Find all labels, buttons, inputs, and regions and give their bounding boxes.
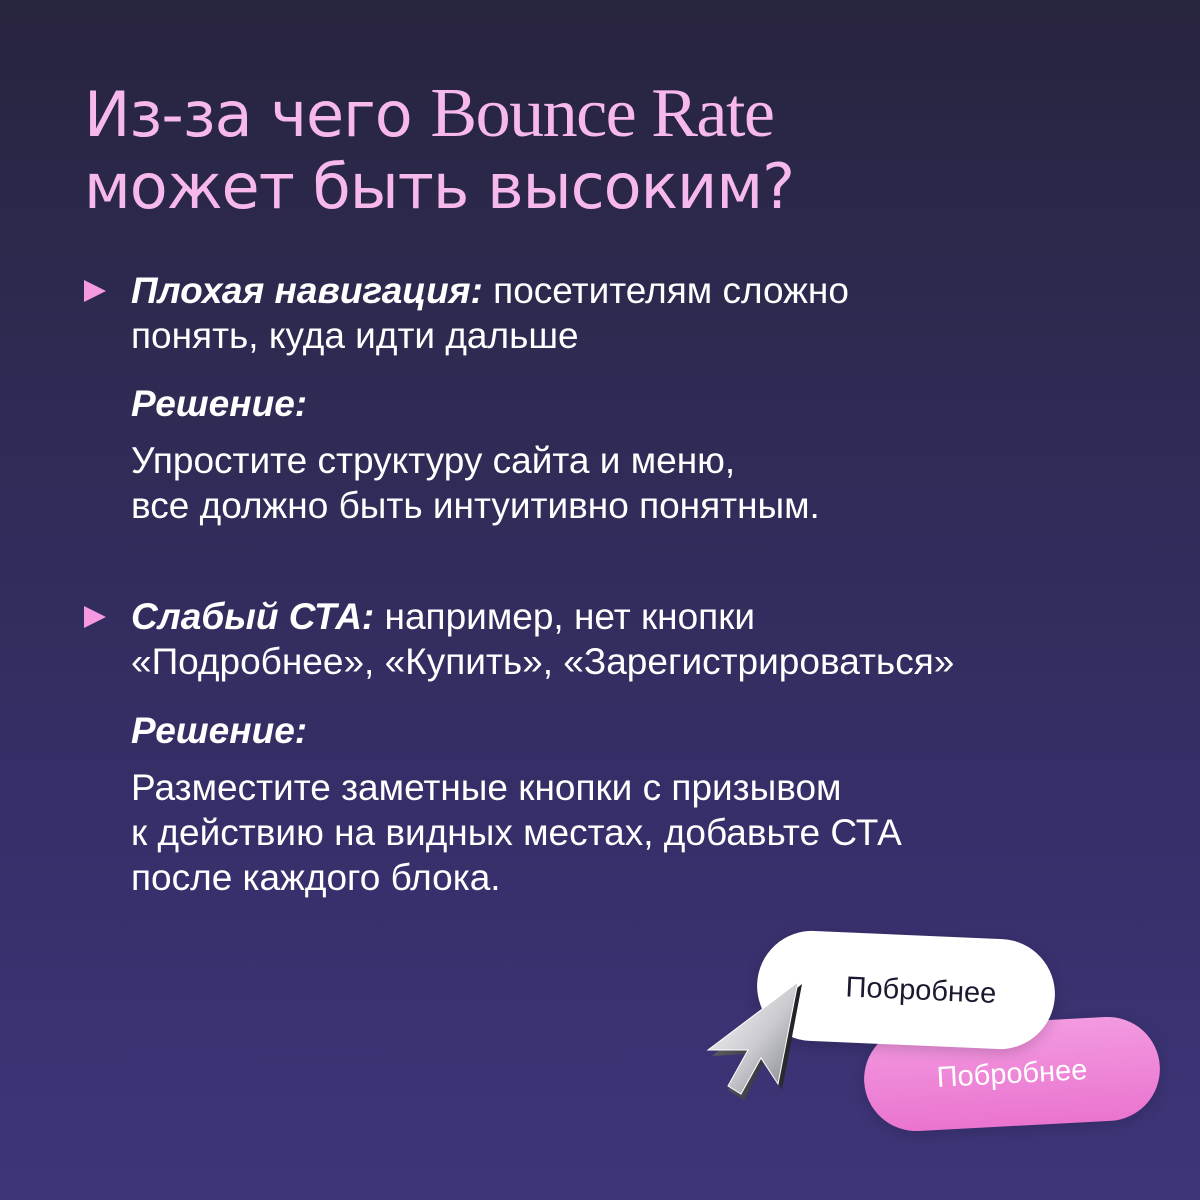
solution-line3: после каждого блока. <box>131 857 501 898</box>
item-text <box>131 594 1151 684</box>
item-lead: Слабый СТА: <box>131 596 375 637</box>
title-line1-serif: Bounce Rate <box>430 75 774 152</box>
item-text <box>131 268 1151 358</box>
solution-line2: к действию на видных местах, добавьте СТА <box>131 812 902 853</box>
triangle-right-icon <box>84 606 106 628</box>
solution-line2: все должно быть интуитивно понятным. <box>131 485 820 526</box>
title-line1-prefix: Из-за чего <box>84 78 431 151</box>
solution-text <box>131 765 1151 900</box>
more-button-white-label: Побробнее <box>845 970 997 1010</box>
page-title <box>84 75 1144 223</box>
item-text-line1: посетителям сложно <box>482 270 849 311</box>
item-text-line2: «Подробнее», «Купить», «Зарегистрироваться» <box>131 641 955 682</box>
item-text-line1: например, нет кнопки <box>374 596 756 637</box>
solution-line1: Разместите заметные кнопки с призывом <box>131 767 842 808</box>
item-lead: Плохая навигация: <box>131 270 483 311</box>
more-button-pink-label: Побробнее <box>935 1053 1089 1094</box>
triangle-right-icon <box>84 280 106 302</box>
solution-text <box>131 438 1151 528</box>
title-line2: может быть высоким? <box>84 150 795 223</box>
item-text-line2: понять, куда идти дальше <box>131 315 579 356</box>
solution-line1: Упростите структуру сайта и меню, <box>131 440 736 481</box>
solution-label: Решение: <box>131 710 308 751</box>
solution-label: Решение: <box>131 383 308 424</box>
mouse-cursor-icon <box>698 978 818 1108</box>
